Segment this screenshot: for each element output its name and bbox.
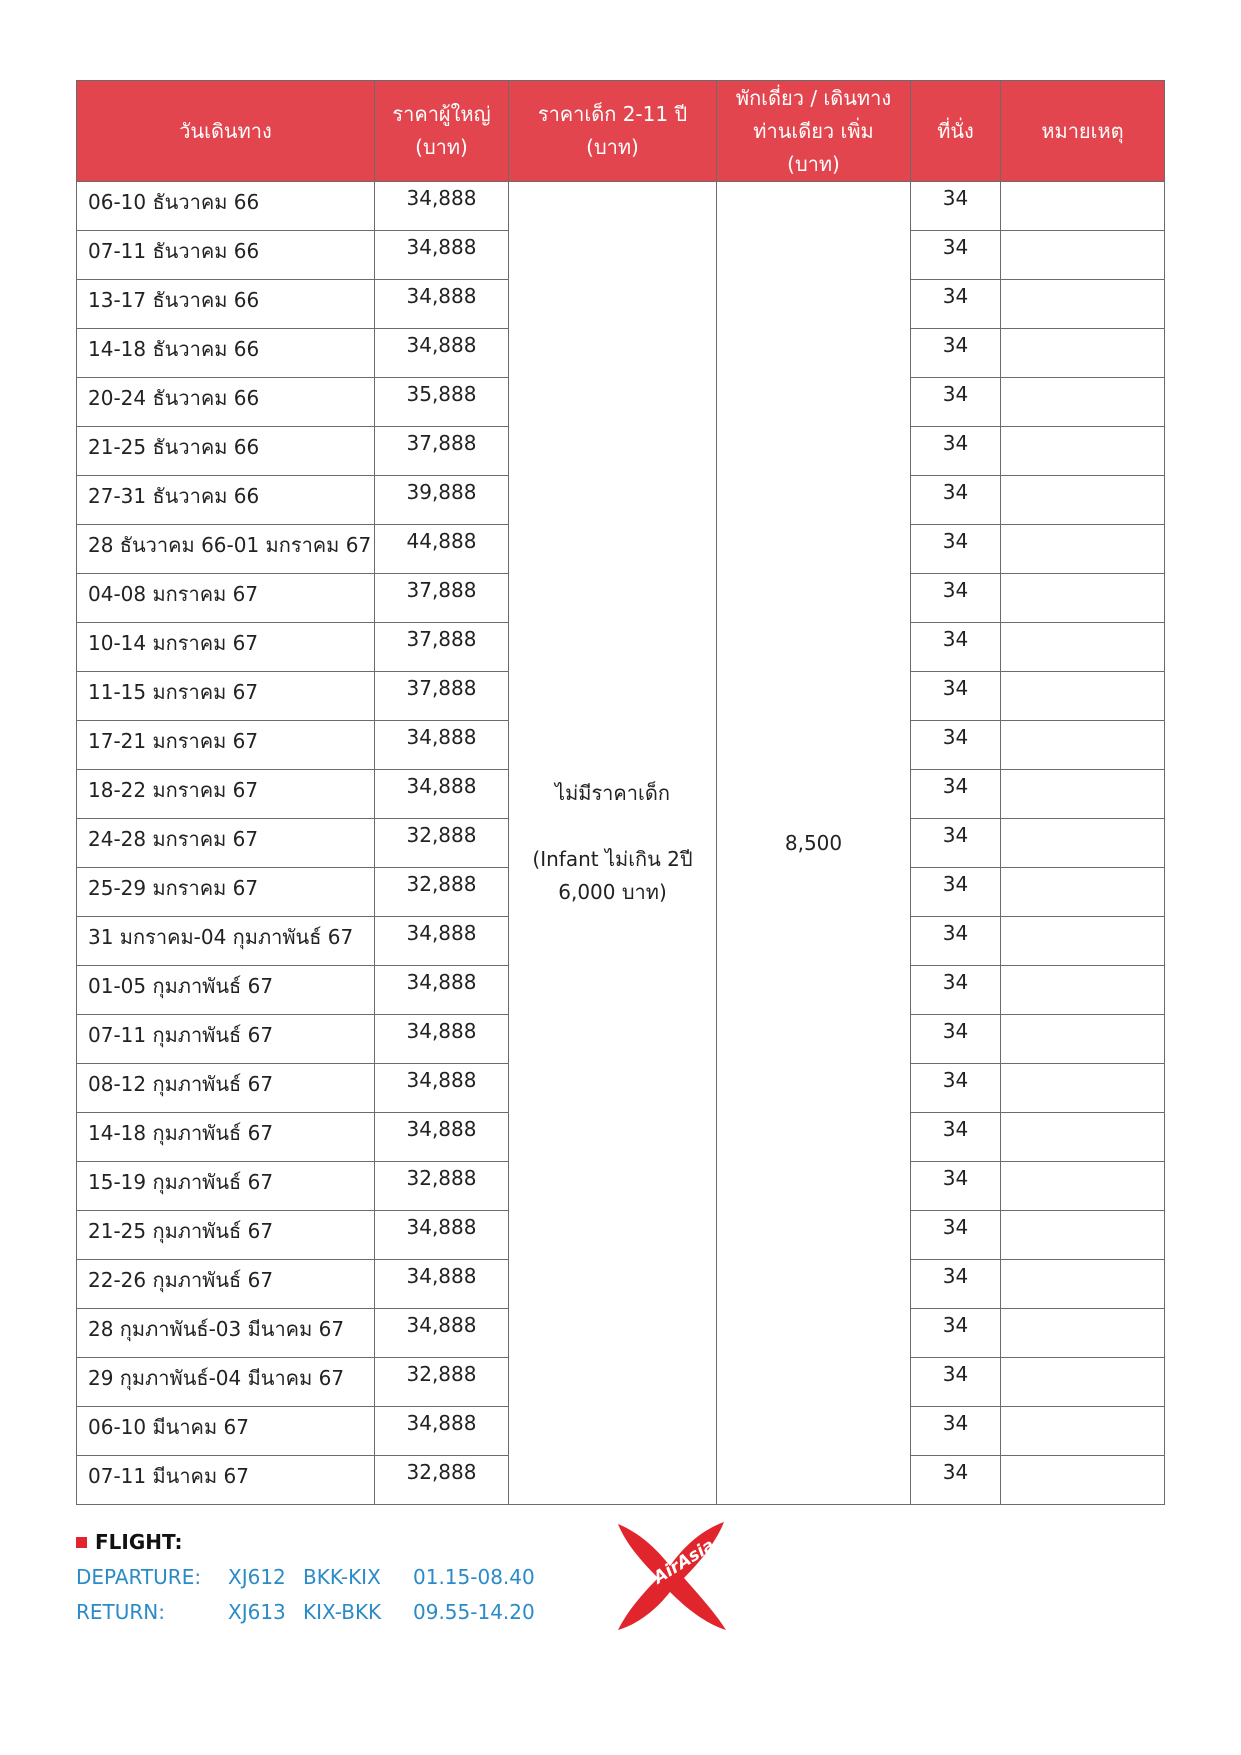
adult-price-cell: 34,888 <box>375 1260 509 1309</box>
remark-cell <box>1001 672 1165 721</box>
header-remark: หมายเหตุ <box>1001 81 1165 182</box>
adult-price-cell: 35,888 <box>375 378 509 427</box>
seats-cell: 34 <box>911 917 1001 966</box>
departure-date-cell: 21-25 กุมภาพันธ์ 67 <box>77 1211 375 1260</box>
remark-cell <box>1001 525 1165 574</box>
remark-cell <box>1001 280 1165 329</box>
seats-cell: 34 <box>911 1407 1001 1456</box>
adult-price-cell: 34,888 <box>375 1309 509 1358</box>
return-label: RETURN: <box>76 1599 165 1624</box>
departure-date-cell: 25-29 มกราคม 67 <box>77 868 375 917</box>
adult-price-cell: 32,888 <box>375 868 509 917</box>
departure-date-cell: 07-11 ธันวาคม 66 <box>77 231 375 280</box>
adult-price-cell: 32,888 <box>375 1456 509 1505</box>
remark-cell <box>1001 329 1165 378</box>
adult-price-cell: 37,888 <box>375 574 509 623</box>
single-supplement-price: 8,500 <box>717 182 911 1505</box>
remark-cell <box>1001 966 1165 1015</box>
seats-cell: 34 <box>911 1456 1001 1505</box>
remark-cell <box>1001 427 1165 476</box>
departure-date-cell: 20-24 ธันวาคม 66 <box>77 378 375 427</box>
child-price-note: ไม่มีราคาเด็ก (Infant ไม่เกิน 2ปี 6,000 บาท) <box>509 182 717 1505</box>
seats-cell: 34 <box>911 1211 1001 1260</box>
departure-date-cell: 28 ธันวาคม 66-01 มกราคม 67 <box>77 525 375 574</box>
return-flight-number: XJ613 <box>228 1599 286 1624</box>
remark-cell <box>1001 819 1165 868</box>
header-seats: ที่นั่ง <box>911 81 1001 182</box>
departure-row <box>76 1559 535 1594</box>
adult-price-cell: 34,888 <box>375 966 509 1015</box>
seats-cell: 34 <box>911 280 1001 329</box>
adult-price-cell: 34,888 <box>375 1407 509 1456</box>
remark-cell <box>1001 917 1165 966</box>
departure-date-cell: 21-25 ธันวาคม 66 <box>77 427 375 476</box>
remark-cell <box>1001 1456 1165 1505</box>
departure-date-cell: 14-18 ธันวาคม 66 <box>77 329 375 378</box>
departure-date-cell: 14-18 กุมภาพันธ์ 67 <box>77 1113 375 1162</box>
remark-cell <box>1001 868 1165 917</box>
seats-cell: 34 <box>911 525 1001 574</box>
adult-price-cell: 37,888 <box>375 623 509 672</box>
adult-price-cell: 32,888 <box>375 819 509 868</box>
departure-date-cell: 17-21 มกราคม 67 <box>77 721 375 770</box>
remark-cell <box>1001 1211 1165 1260</box>
remark-cell <box>1001 231 1165 280</box>
seats-cell: 34 <box>911 378 1001 427</box>
departure-date-cell: 18-22 มกราคม 67 <box>77 770 375 819</box>
seats-cell: 34 <box>911 476 1001 525</box>
adult-price-cell: 39,888 <box>375 476 509 525</box>
return-time: 09.55-14.20 <box>413 1599 535 1624</box>
seats-cell: 34 <box>911 623 1001 672</box>
header-adult-price: ราคาผู้ใหญ่ (บาท) <box>375 81 509 182</box>
adult-price-cell: 37,888 <box>375 672 509 721</box>
seats-cell: 34 <box>911 770 1001 819</box>
departure-date-cell: 24-28 มกราคม 67 <box>77 819 375 868</box>
seats-cell: 34 <box>911 329 1001 378</box>
price-table <box>76 80 1165 1505</box>
remark-cell <box>1001 574 1165 623</box>
adult-price-cell: 34,888 <box>375 329 509 378</box>
adult-price-cell: 44,888 <box>375 525 509 574</box>
seats-cell: 34 <box>911 868 1001 917</box>
departure-date-cell: 28 กุมภาพันธ์-03 มีนาคม 67 <box>77 1309 375 1358</box>
seats-cell: 34 <box>911 1309 1001 1358</box>
departure-date-cell: 13-17 ธันวาคม 66 <box>77 280 375 329</box>
adult-price-cell: 34,888 <box>375 280 509 329</box>
logo-text: AirAsia <box>650 1535 719 1589</box>
price-table-body <box>77 182 1165 1505</box>
departure-date-cell: 29 กุมภาพันธ์-04 มีนาคม 67 <box>77 1358 375 1407</box>
departure-date-cell: 15-19 กุมภาพันธ์ 67 <box>77 1162 375 1211</box>
remark-cell <box>1001 1064 1165 1113</box>
seats-cell: 34 <box>911 819 1001 868</box>
remark-cell <box>1001 1015 1165 1064</box>
departure-label: DEPARTURE: <box>76 1564 202 1589</box>
departure-date-cell: 11-15 มกราคม 67 <box>77 672 375 721</box>
departure-date-cell: 06-10 ธันวาคม 66 <box>77 182 375 231</box>
bullet-square-icon <box>76 1537 87 1548</box>
adult-price-cell: 34,888 <box>375 721 509 770</box>
header-single-supplement: พักเดี่ยว / เดินทาง ท่านเดียว เพิ่ม (บาท) <box>717 81 911 182</box>
departure-time: 01.15-08.40 <box>413 1564 535 1589</box>
seats-cell: 34 <box>911 231 1001 280</box>
seats-cell: 34 <box>911 1064 1001 1113</box>
airasia-x-logo <box>612 1518 730 1634</box>
adult-price-cell: 32,888 <box>375 1162 509 1211</box>
remark-cell <box>1001 1113 1165 1162</box>
seats-cell: 34 <box>911 1260 1001 1309</box>
adult-price-cell: 34,888 <box>375 1064 509 1113</box>
departure-date-cell: 31 มกราคม-04 กุมภาพันธ์ 67 <box>77 917 375 966</box>
seats-cell: 34 <box>911 574 1001 623</box>
remark-cell <box>1001 770 1165 819</box>
departure-date-cell: 27-31 ธันวาคม 66 <box>77 476 375 525</box>
flight-info <box>76 1525 535 1629</box>
adult-price-cell: 34,888 <box>375 1113 509 1162</box>
remark-cell <box>1001 1162 1165 1211</box>
seats-cell: 34 <box>911 721 1001 770</box>
remark-cell <box>1001 721 1165 770</box>
remark-cell <box>1001 1309 1165 1358</box>
seats-cell: 34 <box>911 672 1001 721</box>
departure-date-cell: 08-12 กุมภาพันธ์ 67 <box>77 1064 375 1113</box>
return-route: KIX-BKK <box>303 1599 382 1624</box>
departure-date-cell: 07-11 กุมภาพันธ์ 67 <box>77 1015 375 1064</box>
remark-cell <box>1001 378 1165 427</box>
flight-title: FLIGHT: <box>76 1525 535 1559</box>
adult-price-cell: 34,888 <box>375 770 509 819</box>
seats-cell: 34 <box>911 1358 1001 1407</box>
departure-route: BKK-KIX <box>303 1564 381 1589</box>
adult-price-cell: 37,888 <box>375 427 509 476</box>
remark-cell <box>1001 1407 1165 1456</box>
departure-flight-number: XJ612 <box>228 1564 286 1589</box>
remark-cell <box>1001 1358 1165 1407</box>
table-row <box>77 182 1165 231</box>
seats-cell: 34 <box>911 427 1001 476</box>
seats-cell: 34 <box>911 1015 1001 1064</box>
remark-cell <box>1001 182 1165 231</box>
seats-cell: 34 <box>911 1113 1001 1162</box>
adult-price-cell: 34,888 <box>375 917 509 966</box>
adult-price-cell: 34,888 <box>375 1211 509 1260</box>
remark-cell <box>1001 476 1165 525</box>
seats-cell: 34 <box>911 182 1001 231</box>
adult-price-cell: 34,888 <box>375 182 509 231</box>
remark-cell <box>1001 1260 1165 1309</box>
header-child-price: ราคาเด็ก 2-11 ปี (บาท) <box>509 81 717 182</box>
table-header-row <box>77 81 1165 182</box>
return-row <box>76 1594 535 1629</box>
departure-date-cell: 10-14 มกราคม 67 <box>77 623 375 672</box>
adult-price-cell: 34,888 <box>375 231 509 280</box>
departure-date-cell: 04-08 มกราคม 67 <box>77 574 375 623</box>
seats-cell: 34 <box>911 1162 1001 1211</box>
departure-date-cell: 22-26 กุมภาพันธ์ 67 <box>77 1260 375 1309</box>
header-date: วันเดินทาง <box>77 81 375 182</box>
adult-price-cell: 34,888 <box>375 1015 509 1064</box>
seats-cell: 34 <box>911 966 1001 1015</box>
adult-price-cell: 32,888 <box>375 1358 509 1407</box>
departure-date-cell: 07-11 มีนาคม 67 <box>77 1456 375 1505</box>
departure-date-cell: 06-10 มีนาคม 67 <box>77 1407 375 1456</box>
departure-date-cell: 01-05 กุมภาพันธ์ 67 <box>77 966 375 1015</box>
remark-cell <box>1001 623 1165 672</box>
